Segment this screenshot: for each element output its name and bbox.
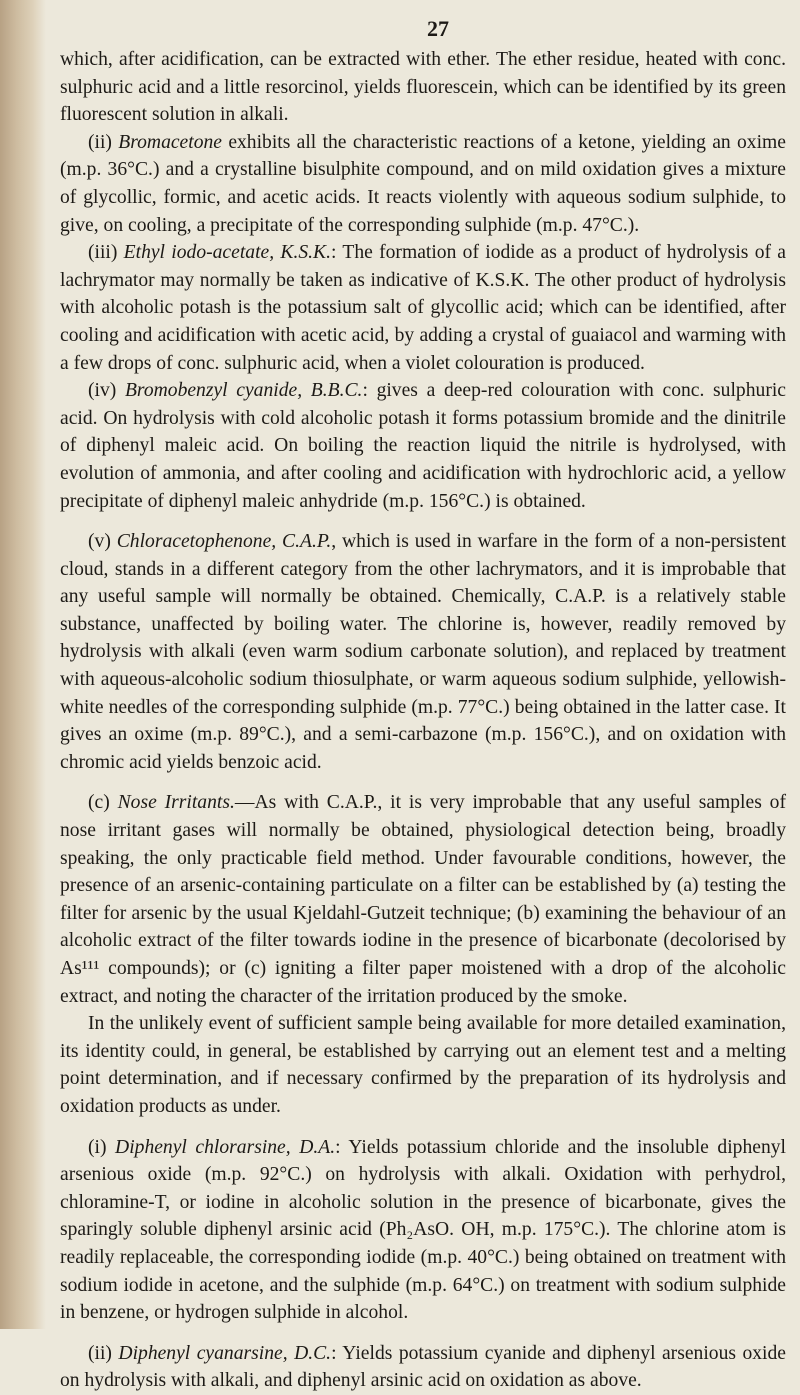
compound-name: Bromobenzyl cyanide, B.B.C. bbox=[124, 380, 363, 402]
compound-name: Diphenyl chlorarsine, D.A. bbox=[115, 1136, 336, 1158]
paragraph-text: : Yields potassium chloride and the insoluble diphenyl arsenious oxide (m.p. 92°C.) on hydrolysis with alkali. Oxidation with perhydrol, chloramine-T, or iodine in alcoholic solution in the presence of bicarbonate, gives the sparingly soluble diphenyl arsinic acid (Ph₂AsO. OH, m.p. 175°C.). The chlorine atom is readily replaceable, the corresponding iodide (m.p. 40°C.) being obtained on treatment with sodium iodide in acetone, and the sulphide (m.p. 64°C.) on treatment with sodium sulphide in benzene, or hydrogen sulphide in alcohol. bbox=[60, 1136, 786, 1324]
compound-name: Chloracetophenone, C.A.P. bbox=[116, 531, 332, 553]
paragraph-bromacetone bbox=[60, 129, 786, 239]
paragraph-text: , which is used in warfare in the form of a non-persistent cloud, stands in a different category from the other lachrymators, and it is improbable that any useful sample will normally be obtained. Chemically, C.A.P. is a relatively stable substance, unaffected by boiling water. The chlorine is, however, readily removed by hydrolysis with alkali (even warm sodium carbonate solution), and replaced by treatment with aqueous-alcoholic sodium thiosulphate, or warm aqueous sodium sulphide, yellowish-white needles of the corresponding sulphide (m.p. 77°C.) being obtained in the latter case. It gives an oxime (m.p. 89°C.), and a semi-carbazone (m.p. 156°C.), and on oxidation with chromic acid yields benzoic acid. bbox=[60, 531, 787, 773]
paragraph-ethyl-iodoacetate bbox=[60, 239, 786, 377]
paragraph-index: (v) bbox=[88, 531, 117, 553]
compound-name: Ethyl iodo-acetate, K.S.K. bbox=[123, 242, 332, 264]
compound-name: Bromacetone bbox=[118, 131, 222, 153]
paragraph-diphenyl-chlorarsine bbox=[60, 1134, 786, 1327]
paragraph-text: exhibits all the characteristic reactions of a ketone, yielding an oxime (m.p. 36°C.) and a crystalline bisulphite compound, and on mild oxidation gives a mixture of glycollic, formic, and acetic acids. It reacts violently with aqueous sodium sulphide, to give, on cooling, a precipitate of the corresponding sulphide (m.p. 47°C.). bbox=[60, 131, 786, 236]
paragraph-continuation bbox=[60, 46, 786, 129]
paragraph-text: which, after acidification, can be extracted with ether. The ether residue, heated with conc. sulphuric acid and a little resorcinol, yields fluorescein, which can be identified by its green fluorescent solution in alkali. bbox=[60, 49, 786, 126]
paragraph-index: (iii) bbox=[88, 242, 124, 264]
paragraph-text: —As with C.A.P., it is very improbable that any useful samples of nose irritant gases will normally be obtained, physiological detection being, broadly speaking, the only practicable field method. Under favourable conditions, however, the presence of an arsenic-containing particulate on a filter can be established by (a) testing the filter for arsenic by the usual Kjeldahl-Gutzeit technique; (b) examining the behaviour of an alcoholic extract of the filter towards iodine in the presence of bicarbonate (decolorised by As¹¹¹ compounds); or (c) igniting a filter paper moistened with a drop of the alcoholic extract, and noting the character of the irritation produced by the smoke. bbox=[60, 792, 786, 1007]
document-page bbox=[60, 16, 786, 1395]
paragraph-index: (iv) bbox=[88, 380, 125, 402]
paragraph-text: : Yields potassium cyanide and diphenyl arsenious oxide on hydrolysis with alkali, and diphenyl arsinic acid on oxidation as above. bbox=[60, 1342, 786, 1392]
paragraph-nose-irritants bbox=[60, 789, 786, 1010]
paragraph-chloracetophenone bbox=[60, 528, 786, 776]
paragraph-text: : The formation of iodide as a product of hydrolysis of a lachrymator may normally be taken as indicative of K.S.K. The other product of hydrolysis with alcoholic potash is the potassium salt of glycollic acid; which can be identified, after cooling and acidification with acetic acid, by adding a crystal of guaiacol and warming with a few drops of conc. sulphuric acid, when a violet colouration is produced. bbox=[60, 242, 786, 374]
compound-name: Diphenyl cyanarsine, D.C. bbox=[118, 1342, 332, 1364]
paragraph-text: : gives a deep-red colouration with conc. sulphuric acid. On hydrolysis with cold alcoholic potash it forms potassium bromide and the dinitrile of diphenyl maleic acid. On boiling the reaction liquid the nitrile is hydrolysed, with evolution of ammonia, and after cooling and acidification with hydrochloric acid, a yellow precipitate of diphenyl maleic anhydride (m.p. 156°C.) is obtained. bbox=[60, 380, 786, 512]
paragraph-detailed-examination bbox=[60, 1010, 786, 1120]
paragraph-index: (i) bbox=[88, 1136, 116, 1158]
paragraph-index: (ii) bbox=[88, 131, 119, 153]
paragraph-index: (ii) bbox=[88, 1342, 119, 1364]
page-number: 27 bbox=[427, 16, 449, 41]
paragraph-text: In the unlikely event of sufficient sample being available for more detailed examination, its identity could, in general, be established by carrying out an element test and a melting point determination, and if necessary confirmed by the preparation of its hydrolysis and oxidation products as under. bbox=[60, 1013, 786, 1117]
paragraph-diphenyl-cyanarsine bbox=[60, 1340, 786, 1395]
section-heading: Nose Irritants. bbox=[117, 792, 235, 814]
paragraph-index: (c) bbox=[88, 792, 118, 814]
paragraph-bromobenzyl-cyanide bbox=[60, 377, 786, 515]
book-binding-shadow bbox=[0, 0, 46, 1329]
